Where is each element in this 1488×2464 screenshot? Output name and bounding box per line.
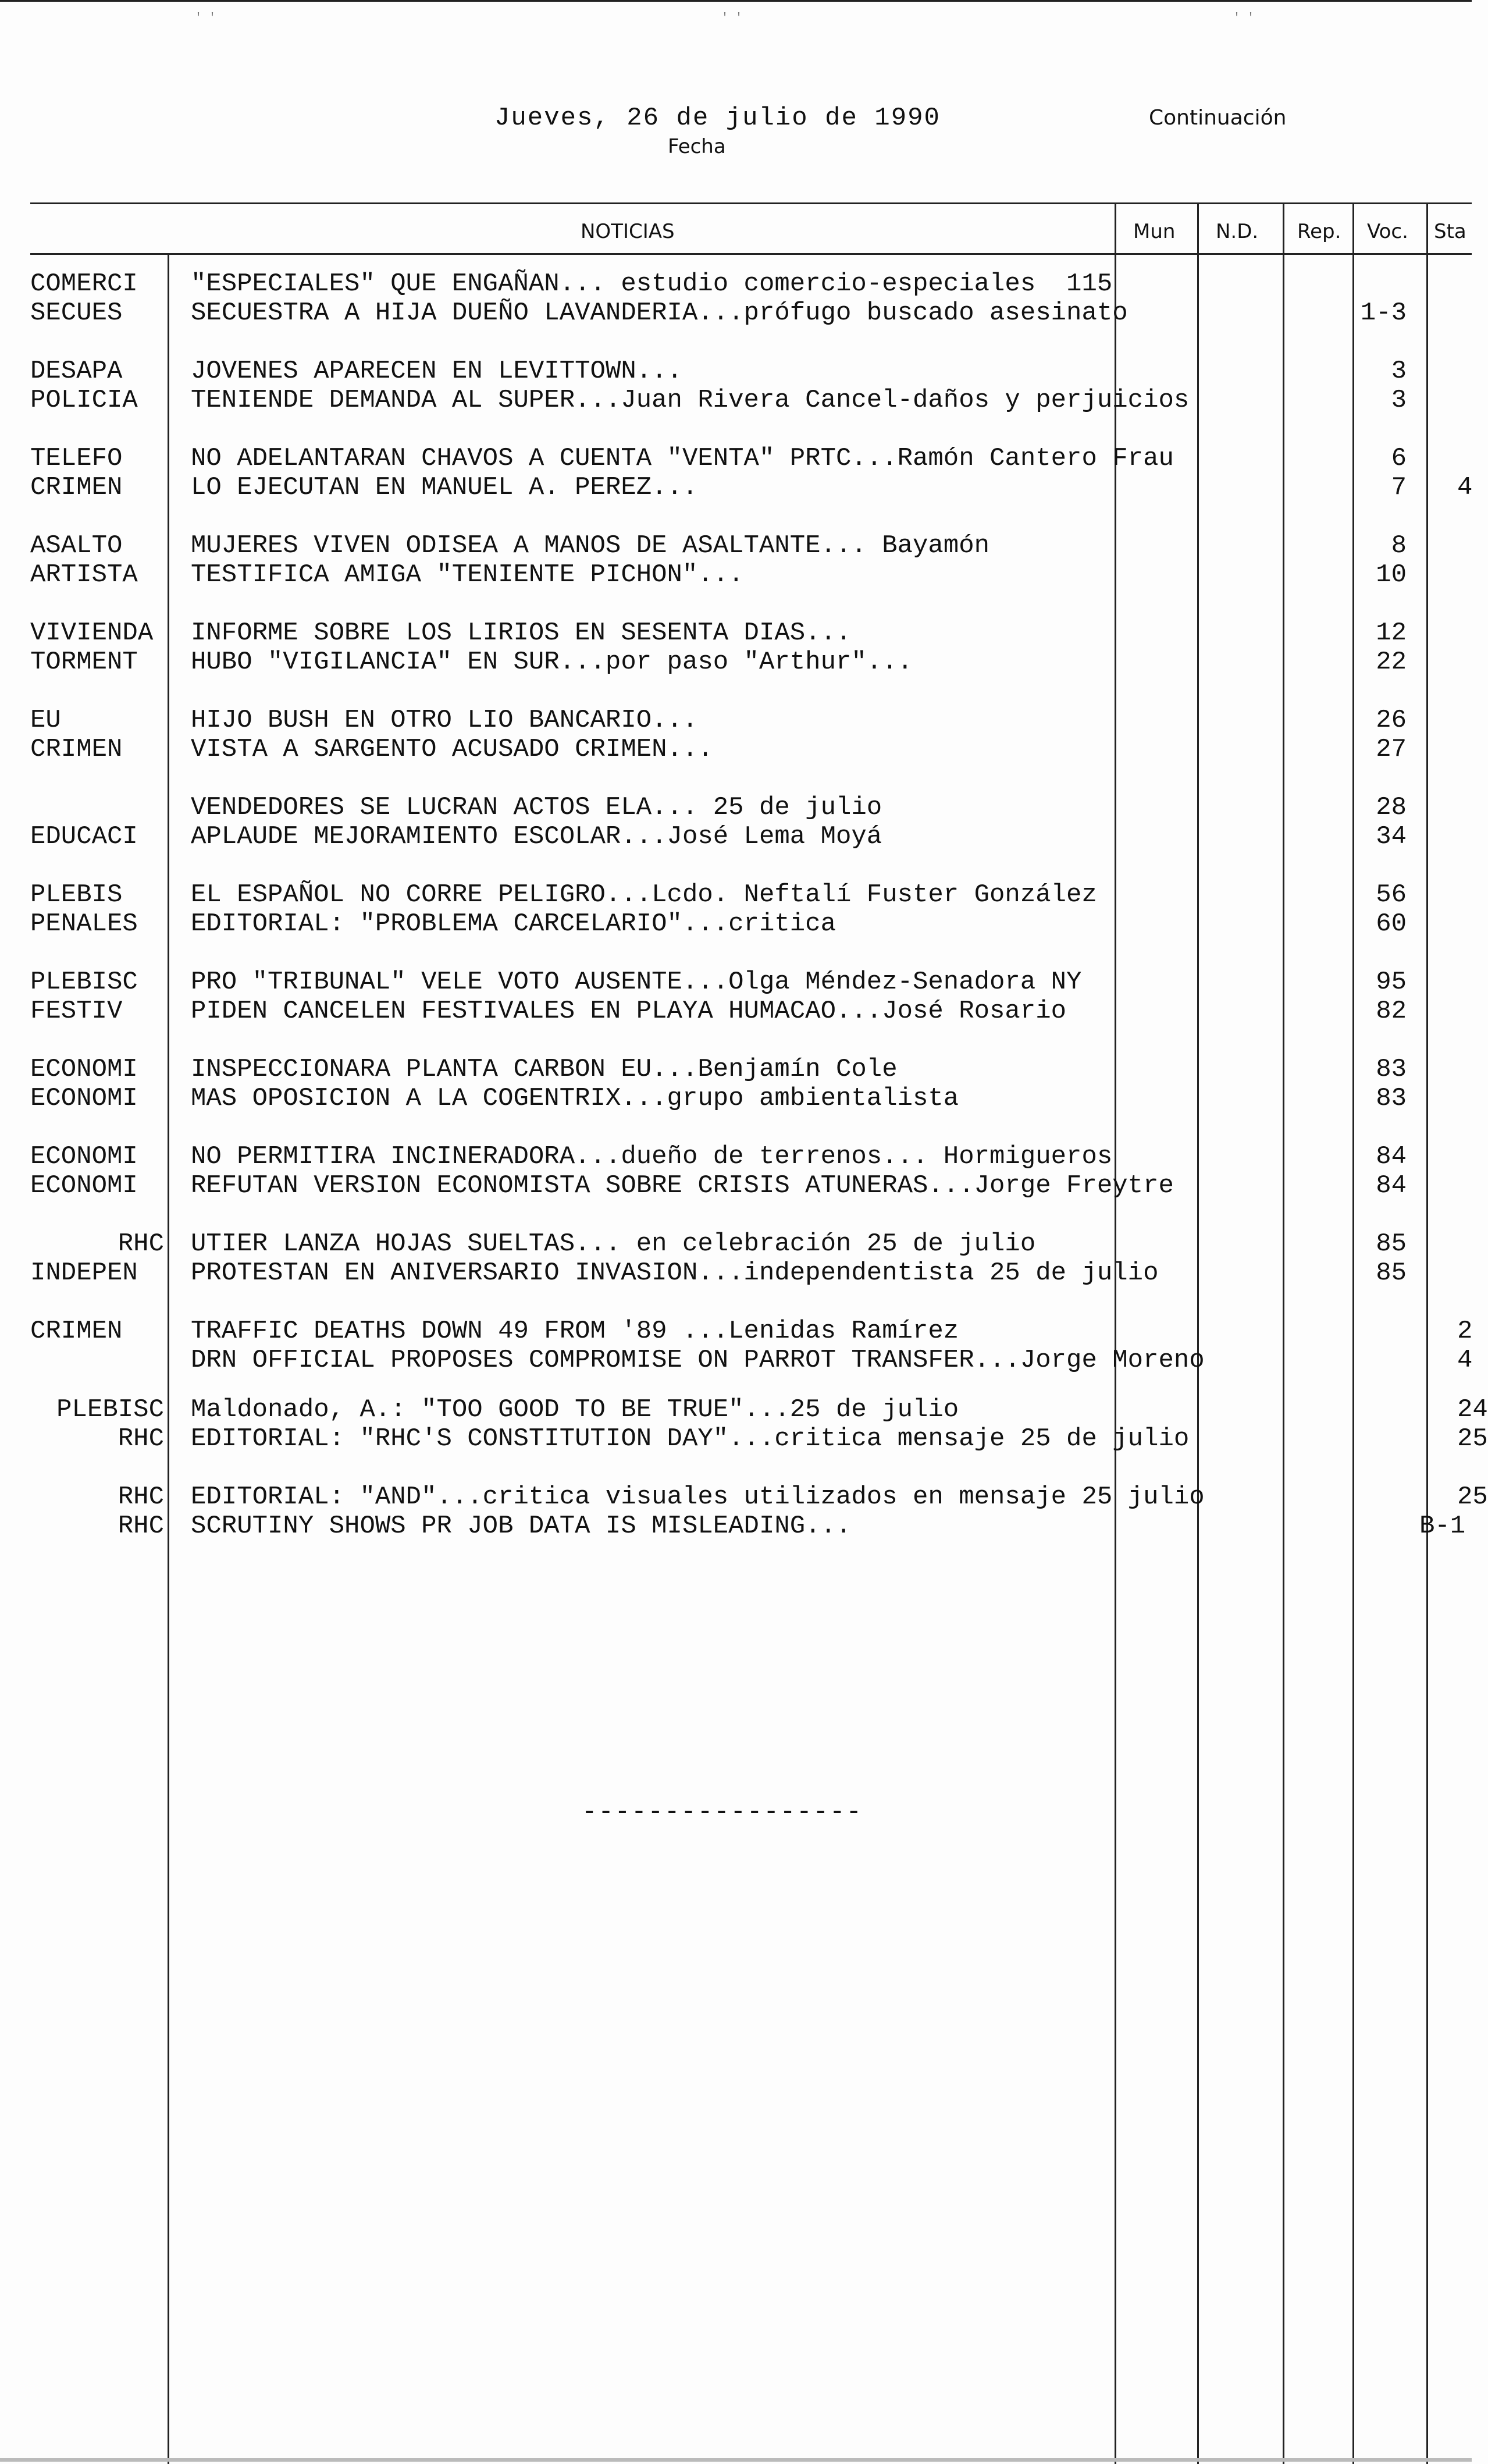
- headline: "ESPECIALES" QUE ENGAÑAN... estudio comercio-especiales 115: [191, 269, 1113, 298]
- section-code: RHC: [118, 1229, 164, 1258]
- voc-page: 95: [1376, 968, 1407, 997]
- bottom-edge: [0, 2458, 1472, 2462]
- table-row: [0, 1171, 1472, 1201]
- table-row: [0, 967, 1472, 997]
- headline: SCRUTINY SHOWS PR JOB DATA IS MISLEADING...: [191, 1512, 852, 1541]
- section-code: PLEBISC: [56, 1395, 164, 1424]
- headline: TESTIFICA AMIGA "TENIENTE PICHON"...: [191, 560, 744, 589]
- section-code: PLEBISC: [30, 968, 138, 997]
- table-row: [0, 734, 1472, 765]
- table-row: [0, 1229, 1472, 1259]
- table-row: [0, 822, 1472, 852]
- sta-page: 4: [1457, 473, 1473, 502]
- table-row: [0, 909, 1472, 939]
- headline: MUJERES VIVEN ODISEA A MANOS DE ASALTANTE... Bayamón: [191, 531, 990, 560]
- voc-page: 34: [1376, 822, 1407, 851]
- voc-page: 85: [1376, 1258, 1407, 1288]
- table-row: [0, 1395, 1488, 1425]
- headline: UTIER LANZA HOJAS SUELTAS... en celebración 25 de julio: [191, 1229, 1036, 1258]
- scan-mark: ' ': [1233, 12, 1255, 25]
- table-row: [0, 1054, 1472, 1085]
- headline: EDITORIAL: "PROBLEMA CARCELARIO"...critica: [191, 909, 836, 938]
- section-code: POLICIA: [30, 386, 138, 415]
- headline: NO PERMITIRA INCINERADORA...dueño de terrenos... Hormigueros: [191, 1142, 1113, 1171]
- table-row: [0, 792, 1472, 823]
- section-code: ECONOMI: [30, 1084, 138, 1113]
- voc-page: 1-3: [1360, 298, 1407, 328]
- table-row: [0, 385, 1472, 415]
- headline: HIJO BUSH EN OTRO LIO BANCARIO...: [191, 706, 698, 735]
- scan-mark: ' ': [721, 12, 743, 25]
- headline: NO ADELANTARAN CHAVOS A CUENTA "VENTA" PRTC...Ramón Cantero Frau: [191, 444, 1174, 473]
- section-code: PENALES: [30, 909, 138, 938]
- headline: REFUTAN VERSION ECONOMISTA SOBRE CRISIS ATUNERAS...Jorge Freytre: [191, 1171, 1174, 1200]
- headline: PRO "TRIBUNAL" VELE VOTO AUSENTE...Olga Méndez-Senadora NY: [191, 968, 1082, 997]
- section-code: EU: [30, 706, 61, 735]
- section-code: ASALTO: [30, 531, 123, 560]
- table-row: [0, 1142, 1472, 1172]
- headline: HUBO "VIGILANCIA" EN SUR...por paso "Arthur"...: [191, 648, 913, 677]
- section-code: CRIMEN: [30, 735, 123, 764]
- top-edge: [0, 0, 1472, 2]
- table-row: [0, 1258, 1472, 1288]
- header-rule-top: [30, 202, 1472, 204]
- headline: JOVENES APARECEN EN LEVITTOWN...: [191, 357, 682, 386]
- table-row: [0, 472, 1472, 503]
- sta-page: 25: [1457, 1424, 1488, 1453]
- headline: SECUESTRA A HIJA DUEÑO LAVANDERIA...prófugo buscado asesinato: [191, 298, 1128, 328]
- table-row: [0, 298, 1472, 328]
- table-row: [0, 1424, 1488, 1454]
- headline: VISTA A SARGENTO ACUSADO CRIMEN...: [191, 735, 713, 764]
- table-row: [0, 1345, 1472, 1375]
- voc-page: 22: [1376, 648, 1407, 677]
- voc-page: 60: [1376, 909, 1407, 938]
- table-row: [0, 1083, 1472, 1114]
- voc-page: 7: [1391, 473, 1407, 502]
- headline: PROTESTAN EN ANIVERSARIO INVASION...independentista 25 de julio: [191, 1258, 1159, 1288]
- headline: VENDEDORES SE LUCRAN ACTOS ELA... 25 de julio: [191, 793, 882, 822]
- section-code: TORMENT: [30, 648, 138, 677]
- voc-page: 56: [1376, 880, 1407, 909]
- headline: TENIENDE DEMANDA AL SUPER...Juan Rivera Cancel-daños y perjuicios: [191, 386, 1190, 415]
- section-code: PLEBIS: [30, 880, 123, 909]
- header-rule-bottom: [30, 253, 1472, 255]
- voc-page: 8: [1391, 531, 1407, 560]
- table-row: [0, 1316, 1472, 1346]
- table-row: [0, 1482, 1488, 1512]
- headline: APLAUDE MEJORAMIENTO ESCOLAR...José Lema Moyá: [191, 822, 882, 851]
- section-code: DESAPA: [30, 357, 123, 386]
- section-code: COMERCI: [30, 269, 138, 298]
- section-code: RHC: [118, 1512, 164, 1541]
- headline: Maldonado, A.: "TOO GOOD TO BE TRUE"...25 de julio: [191, 1395, 959, 1424]
- voc-page: 10: [1376, 560, 1407, 589]
- section-code: EDUCACI: [30, 822, 138, 851]
- headline: LO EJECUTAN EN MANUEL A. PEREZ...: [191, 473, 698, 502]
- section-code: SECUES: [30, 298, 123, 328]
- table-row: [0, 996, 1472, 1026]
- table-row: [0, 705, 1472, 735]
- table-row: [0, 269, 1472, 299]
- sta-page: B-1: [1419, 1512, 1466, 1541]
- voc-page: 84: [1376, 1142, 1407, 1171]
- section-code: FESTIV: [30, 997, 123, 1026]
- sta-page: 25: [1457, 1482, 1488, 1512]
- voc-page: 3: [1391, 386, 1407, 415]
- voc-page: 85: [1376, 1229, 1407, 1258]
- voc-page: 83: [1376, 1084, 1407, 1113]
- voc-page: 83: [1376, 1055, 1407, 1084]
- report-date: Jueves, 26 de julio de 1990: [494, 104, 941, 133]
- table-row: [0, 880, 1472, 910]
- continuation-label: Continuación: [1149, 106, 1287, 130]
- headline: MAS OPOSICION A LA COGENTRIX...grupo ambientalista: [191, 1084, 959, 1113]
- section-code: INDEPEN: [30, 1258, 138, 1288]
- col-noticias: NOTICIAS: [581, 220, 675, 243]
- section-code: ECONOMI: [30, 1055, 138, 1084]
- sta-page: 2: [1457, 1317, 1473, 1346]
- col-mun: Mun: [1133, 220, 1176, 243]
- sta-page: 4: [1457, 1346, 1473, 1375]
- voc-page: 27: [1376, 735, 1407, 764]
- section-code: TELEFO: [30, 444, 123, 473]
- headline: DRN OFFICIAL PROPOSES COMPROMISE ON PARROT TRANSFER...Jorge Moreno: [191, 1346, 1205, 1375]
- section-code: RHC: [118, 1482, 164, 1512]
- voc-page: 82: [1376, 997, 1407, 1026]
- section-code: CRIMEN: [30, 1317, 123, 1346]
- voc-page: 28: [1376, 793, 1407, 822]
- headline: PIDEN CANCELEN FESTIVALES EN PLAYA HUMACAO...José Rosario: [191, 997, 1067, 1026]
- section-code: RHC: [118, 1424, 164, 1453]
- col-voc: Voc.: [1367, 220, 1408, 243]
- headline: EDITORIAL: "AND"...critica visuales utilizados en mensaje 25 julio: [191, 1482, 1205, 1512]
- voc-page: 84: [1376, 1171, 1407, 1200]
- table-row: [0, 531, 1472, 561]
- table-row: [0, 618, 1472, 648]
- headline: EL ESPAÑOL NO CORRE PELIGRO...Lcdo. Neftalí Fuster González: [191, 880, 1097, 909]
- section-code: CRIMEN: [30, 473, 123, 502]
- col-sta: Sta: [1434, 220, 1466, 243]
- date-caption: Fecha: [668, 135, 726, 158]
- headline: INFORME SOBRE LOS LIRIOS EN SESENTA DIAS...: [191, 618, 852, 648]
- table-row: [0, 356, 1472, 386]
- headline: INSPECCIONARA PLANTA CARBON EU...Benjamín Cole: [191, 1055, 898, 1084]
- table-row: [0, 1511, 1472, 1541]
- section-code: VIVIENDA: [30, 618, 154, 648]
- section-code: ARTISTA: [30, 560, 138, 589]
- table-row: [0, 560, 1472, 590]
- end-rule: -----------------: [582, 1798, 863, 1827]
- voc-page: 3: [1391, 357, 1407, 386]
- section-code: ECONOMI: [30, 1142, 138, 1171]
- voc-page: 12: [1376, 618, 1407, 648]
- sta-page: 24: [1457, 1395, 1488, 1424]
- scan-mark: ' ': [195, 12, 216, 25]
- section-code: ECONOMI: [30, 1171, 138, 1200]
- table-row: [0, 647, 1472, 677]
- headline: EDITORIAL: "RHC'S CONSTITUTION DAY"...critica mensaje 25 de julio: [191, 1424, 1190, 1453]
- col-rep: Rep.: [1297, 220, 1341, 243]
- voc-page: 26: [1376, 706, 1407, 735]
- headline: TRAFFIC DEATHS DOWN 49 FROM '89 ...Lenidas Ramírez: [191, 1317, 959, 1346]
- voc-page: 6: [1391, 444, 1407, 473]
- table-row: [0, 443, 1472, 474]
- col-nd: N.D.: [1216, 220, 1259, 243]
